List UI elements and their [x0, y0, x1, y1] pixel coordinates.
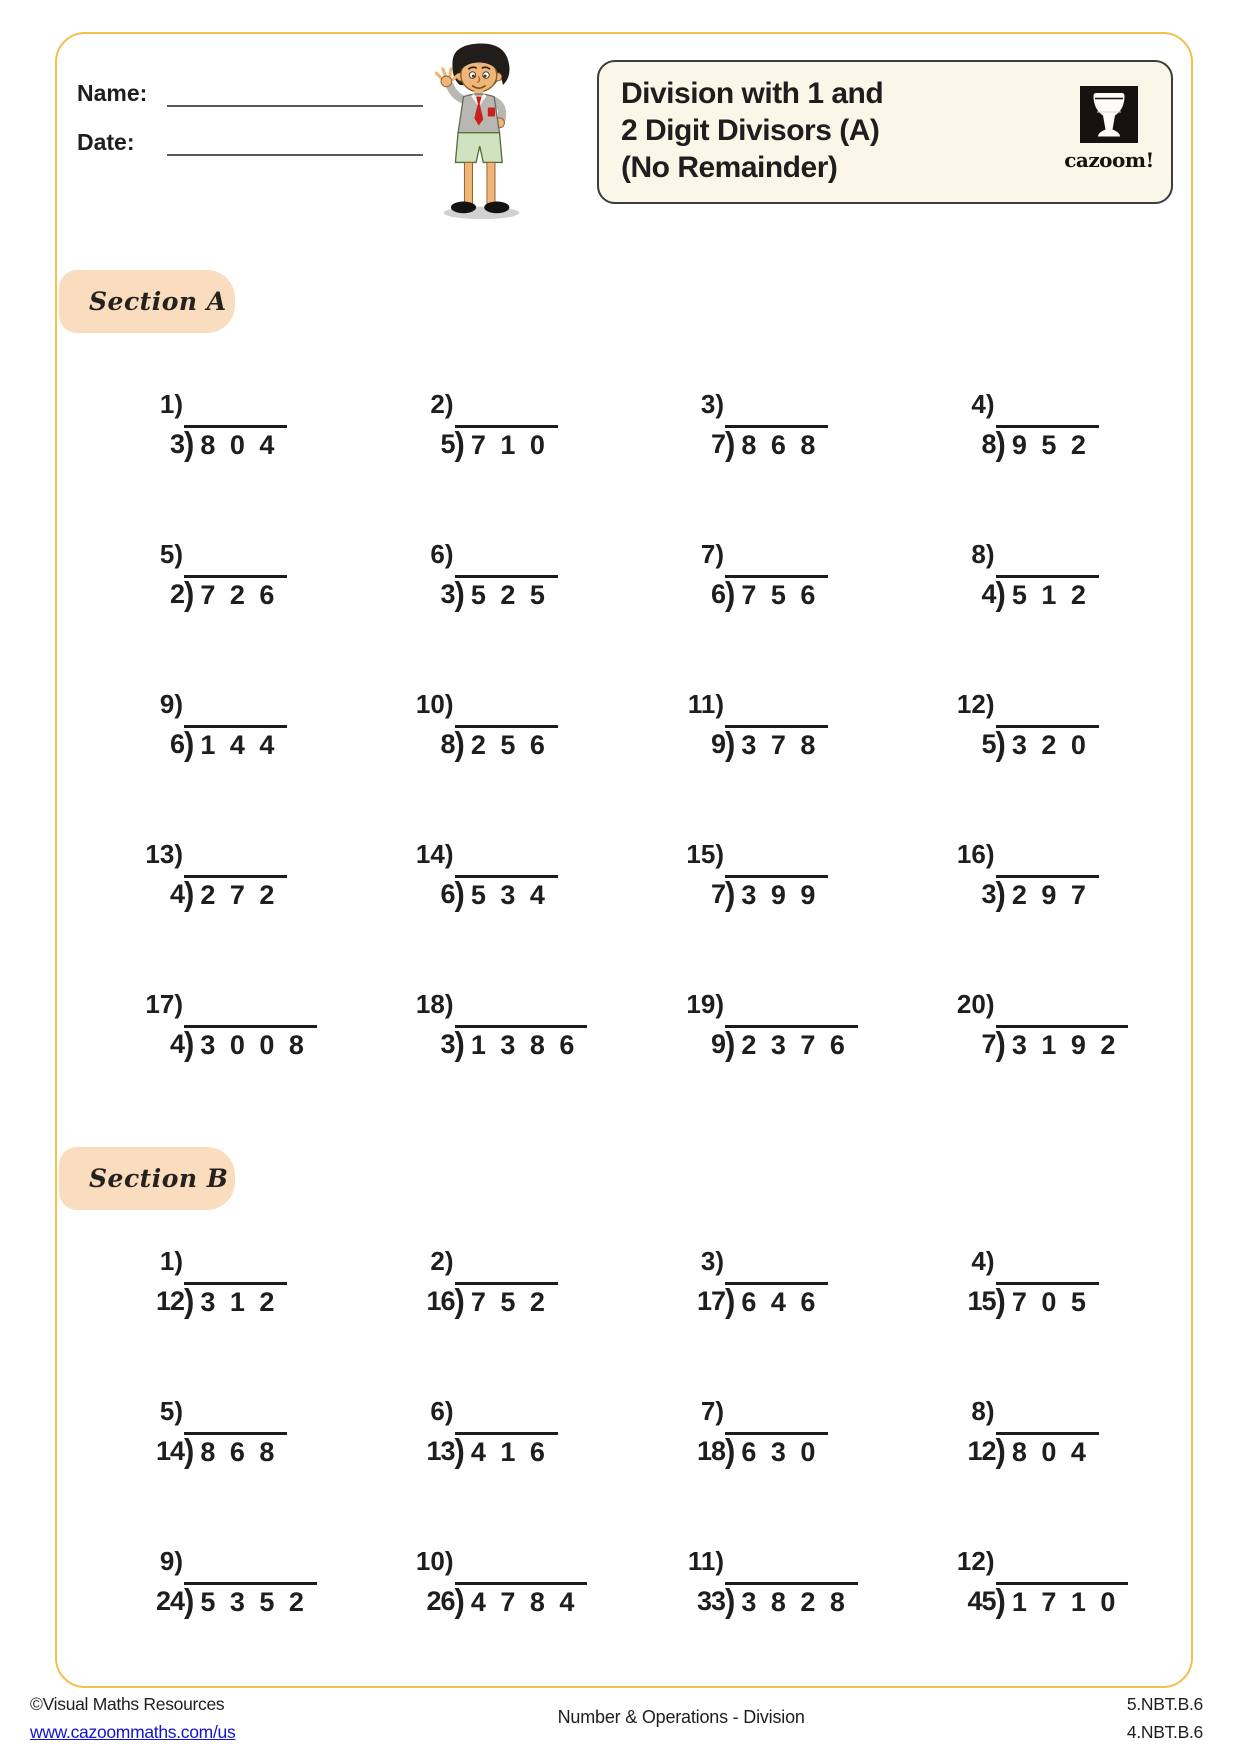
division-bracket-bar [184, 1432, 287, 1468]
division-bracket-icon: ) [184, 1581, 195, 1620]
division-problem [95, 1396, 366, 1546]
dividend-value: 2 9 7 [1011, 880, 1087, 910]
long-division-expression [682, 1432, 907, 1468]
division-bracket-icon: ) [725, 1581, 736, 1620]
problem-number: 16) [956, 839, 995, 869]
problem-number: 4) [971, 1246, 995, 1276]
division-problem [95, 539, 366, 689]
dividend-value: 2 5 6 [470, 730, 546, 760]
divisor-value: 2 [169, 579, 184, 609]
divisor-value: 12 [155, 1286, 184, 1316]
division-problem [366, 989, 637, 1139]
division-problem [636, 1396, 907, 1546]
divisor-value: 26 [426, 1586, 455, 1616]
division-bracket-icon: ) [725, 874, 736, 913]
problem-number: 10) [415, 1546, 454, 1576]
section-b-label: Section B [89, 1164, 229, 1193]
divisor-value: 14 [155, 1436, 184, 1466]
dividend-value: 1 7 1 0 [1011, 1587, 1117, 1617]
divisor-value: 4 [169, 1029, 184, 1059]
division-bracket-bar [996, 1582, 1129, 1618]
worksheet-title-line-1: Division with 1 and [621, 77, 884, 110]
problem-number: 11) [687, 689, 724, 719]
long-division-expression [682, 1582, 907, 1618]
long-division-expression [412, 1432, 637, 1468]
division-bracket-bar [725, 1282, 828, 1318]
division-bracket-bar [455, 575, 558, 611]
long-division-expression [953, 1025, 1178, 1061]
division-problem [366, 689, 637, 839]
problem-number: 1) [159, 389, 183, 419]
division-problem [636, 539, 907, 689]
long-division-expression [953, 725, 1178, 761]
problem-number: 7) [700, 1396, 724, 1426]
dividend-value: 5 2 5 [470, 580, 546, 610]
dividend-value: 6 3 0 [741, 1437, 817, 1467]
division-bracket-bar [996, 1025, 1129, 1061]
division-bracket-icon: ) [725, 1024, 736, 1063]
division-bracket-icon: ) [454, 574, 465, 613]
long-division-expression [141, 875, 366, 911]
division-bracket-bar [725, 425, 828, 461]
dividend-value: 3 8 2 8 [741, 1587, 846, 1617]
dividend-value: 3 2 0 [1011, 730, 1087, 760]
division-bracket-icon: ) [184, 724, 195, 763]
division-problem [636, 989, 907, 1139]
long-division-expression [412, 875, 637, 911]
divisor-value: 15 [967, 1286, 996, 1316]
division-bracket-bar [455, 1025, 588, 1061]
dividend-value: 2 3 7 6 [741, 1030, 846, 1060]
long-division-expression [412, 1025, 637, 1061]
dividend-value: 6 4 6 [741, 1287, 817, 1317]
division-bracket-icon: ) [995, 574, 1006, 613]
division-bracket-bar [455, 1432, 558, 1468]
cazoommaths-link[interactable]: www.cazoommaths.com/us [30, 1722, 236, 1742]
division-problem [366, 1246, 637, 1396]
division-bracket-icon: ) [184, 1431, 195, 1470]
problem-number: 4) [971, 389, 995, 419]
divisor-value: 7 [981, 1029, 996, 1059]
date-label: Date: [77, 129, 135, 155]
long-division-expression [141, 1282, 366, 1318]
division-bracket-icon: ) [995, 1431, 1006, 1470]
division-bracket-bar [184, 1582, 317, 1618]
djembe-drum-icon [1078, 86, 1140, 146]
dividend-value: 3 9 9 [741, 880, 817, 910]
dividend-value: 5 3 4 [470, 880, 546, 910]
worksheet-title-line-3: (No Remainder) [621, 151, 838, 184]
division-bracket-icon: ) [184, 874, 195, 913]
problem-number: 9) [159, 1546, 183, 1576]
division-problem [907, 689, 1178, 839]
divisor-value: 12 [967, 1436, 996, 1466]
division-problem [95, 1246, 366, 1396]
division-bracket-bar [996, 725, 1099, 761]
dividend-value: 8 0 4 [1011, 1437, 1087, 1467]
worksheet-title-line-2: 2 Digit Divisors (A) [621, 114, 880, 147]
standard-code-2: 4.NBT.B.6 [1126, 1722, 1203, 1742]
problem-number: 2) [430, 389, 454, 419]
divisor-value: 6 [440, 879, 455, 909]
problem-number: 8) [971, 1396, 995, 1426]
problem-number: 11) [687, 1546, 724, 1576]
dividend-value: 5 1 2 [1011, 580, 1087, 610]
division-bracket-bar [455, 1282, 558, 1318]
long-division-expression [412, 1282, 637, 1318]
long-division-expression [682, 875, 907, 911]
dividend-value: 5 3 5 2 [200, 1587, 305, 1617]
division-problem [636, 1546, 907, 1696]
dividend-value: 9 5 2 [1011, 430, 1087, 460]
division-problem [95, 689, 366, 839]
problem-number: 6) [430, 1396, 454, 1426]
division-bracket-bar [184, 425, 287, 461]
problem-number: 10) [415, 689, 454, 719]
section-a-header [59, 270, 235, 333]
long-division-expression [141, 1582, 366, 1618]
division-bracket-icon: ) [454, 874, 465, 913]
dividend-value: 1 3 8 6 [470, 1030, 576, 1060]
worksheet-footer [30, 1694, 1203, 1750]
division-bracket-icon: ) [454, 424, 465, 463]
division-problem [907, 839, 1178, 989]
divisor-value: 16 [426, 1286, 455, 1316]
division-bracket-icon: ) [184, 574, 195, 613]
dividend-value: 1 4 4 [200, 730, 276, 760]
division-problem [366, 1396, 637, 1546]
section-b-header [59, 1147, 235, 1210]
long-division-expression [953, 875, 1178, 911]
dividend-value: 7 0 5 [1011, 1287, 1087, 1317]
division-bracket-bar [455, 725, 558, 761]
dividend-value: 8 6 8 [741, 430, 817, 460]
division-bracket-bar [996, 425, 1099, 461]
divisor-value: 8 [440, 729, 455, 759]
divisor-value: 7 [710, 429, 725, 459]
divisor-value: 4 [981, 579, 996, 609]
division-problem [366, 389, 637, 539]
divisor-value: 8 [981, 429, 996, 459]
problem-number: 5) [159, 539, 183, 569]
division-bracket-icon: ) [454, 1024, 465, 1063]
page-border [55, 32, 1193, 1688]
long-division-expression [412, 1582, 637, 1618]
division-bracket-bar [455, 875, 558, 911]
dividend-value: 7 2 6 [200, 580, 276, 610]
division-bracket-icon: ) [454, 724, 465, 763]
division-bracket-bar [725, 725, 828, 761]
division-bracket-icon: ) [725, 1431, 736, 1470]
standard-code-1: 5.NBT.B.6 [1126, 1694, 1203, 1714]
problem-number: 12) [956, 1546, 995, 1576]
problem-number: 15) [686, 839, 724, 869]
division-bracket-bar [725, 875, 828, 911]
problem-number: 5) [159, 1396, 183, 1426]
division-bracket-icon: ) [184, 1024, 195, 1063]
section-a-problem-grid [57, 389, 1191, 1139]
division-bracket-icon: ) [995, 724, 1006, 763]
dividend-value: 7 1 0 [470, 430, 546, 460]
division-problem [95, 989, 366, 1139]
divisor-value: 33 [696, 1586, 725, 1616]
problem-number: 19) [686, 989, 724, 1019]
divisor-value: 3 [440, 1029, 455, 1059]
long-division-expression [953, 425, 1178, 461]
division-bracket-bar [184, 575, 287, 611]
worksheet-title-box [597, 60, 1173, 204]
section-b-problem-grid [57, 1246, 1191, 1696]
division-problem [366, 539, 637, 689]
footer-attribution [30, 1694, 235, 1743]
divisor-value: 3 [981, 879, 996, 909]
dividend-value: 7 5 2 [470, 1287, 546, 1317]
division-bracket-bar [725, 1432, 828, 1468]
division-bracket-icon: ) [995, 1024, 1006, 1063]
division-problem [907, 539, 1178, 689]
copyright-text: ©Visual Maths Resources [30, 1694, 225, 1714]
long-division-expression [141, 1025, 366, 1061]
division-problem [636, 839, 907, 989]
name-write-line [167, 83, 423, 107]
division-bracket-bar [996, 1432, 1099, 1468]
cazoom-logo-text: cazoom! [1064, 148, 1154, 172]
division-bracket-icon: ) [454, 1581, 465, 1620]
long-division-expression [953, 1282, 1178, 1318]
divisor-value: 6 [710, 579, 725, 609]
divisor-value: 9 [710, 1029, 725, 1059]
name-label: Name: [77, 80, 148, 106]
dividend-value: 8 0 4 [200, 430, 276, 460]
divisor-value: 18 [696, 1436, 725, 1466]
long-division-expression [141, 725, 366, 761]
dividend-value: 3 0 0 8 [200, 1030, 305, 1060]
long-division-expression [412, 725, 637, 761]
problem-number: 1) [159, 1246, 183, 1276]
problem-number: 13) [145, 839, 183, 869]
divisor-value: 4 [169, 879, 184, 909]
division-bracket-icon: ) [184, 424, 195, 463]
problem-number: 9) [159, 689, 183, 719]
division-bracket-icon: ) [995, 1281, 1006, 1320]
dividend-value: 4 1 6 [470, 1437, 546, 1467]
division-problem [366, 1546, 637, 1696]
dividend-value: 7 5 6 [741, 580, 817, 610]
dividend-value: 3 7 8 [741, 730, 817, 760]
footer-standards [1127, 1694, 1203, 1750]
long-division-expression [682, 425, 907, 461]
long-division-expression [141, 1432, 366, 1468]
division-bracket-bar [725, 1025, 858, 1061]
cartoon-boy-illustration [427, 40, 527, 220]
problem-number: 3) [700, 389, 724, 419]
problem-number: 6) [430, 539, 454, 569]
division-problem [907, 1246, 1178, 1396]
division-problem [95, 389, 366, 539]
problem-number: 18) [415, 989, 454, 1019]
problem-number: 20) [956, 989, 995, 1019]
division-bracket-icon: ) [995, 424, 1006, 463]
problem-number: 2) [430, 1246, 454, 1276]
dividend-value: 2 7 2 [200, 880, 276, 910]
problem-number: 3) [700, 1246, 724, 1276]
division-problem [636, 389, 907, 539]
divisor-value: 3 [169, 429, 184, 459]
division-problem [907, 389, 1178, 539]
division-bracket-icon: ) [725, 724, 736, 763]
cazoom-logo [1063, 86, 1155, 172]
division-bracket-bar [455, 425, 558, 461]
division-bracket-bar [996, 575, 1099, 611]
worksheet-header [57, 34, 1191, 234]
divisor-value: 5 [981, 729, 996, 759]
name-field [77, 80, 423, 107]
problem-number: 8) [971, 539, 995, 569]
division-problem [95, 1546, 366, 1696]
problem-number: 7) [700, 539, 724, 569]
division-bracket-icon: ) [995, 1581, 1006, 1620]
long-division-expression [682, 725, 907, 761]
division-bracket-icon: ) [454, 1431, 465, 1470]
divisor-value: 6 [169, 729, 184, 759]
division-bracket-bar [184, 1025, 317, 1061]
division-bracket-bar [455, 1582, 588, 1618]
long-division-expression [953, 1432, 1178, 1468]
divisor-value: 3 [440, 579, 455, 609]
division-bracket-icon: ) [725, 424, 736, 463]
long-division-expression [141, 425, 366, 461]
footer-topic-text: Number & Operations - Division [557, 1707, 805, 1727]
division-bracket-icon: ) [184, 1281, 195, 1320]
name-date-block [77, 80, 423, 178]
divisor-value: 7 [710, 879, 725, 909]
divisor-value: 45 [967, 1586, 996, 1616]
dividend-value: 4 7 8 4 [470, 1587, 576, 1617]
divisor-value: 17 [696, 1286, 725, 1316]
problem-number: 17) [145, 989, 183, 1019]
long-division-expression [953, 575, 1178, 611]
long-division-expression [682, 1282, 907, 1318]
long-division-expression [412, 575, 637, 611]
division-bracket-bar [725, 575, 828, 611]
problem-number: 14) [415, 839, 454, 869]
long-division-expression [682, 1025, 907, 1061]
division-problem [907, 1396, 1178, 1546]
section-a-label: Section A [89, 287, 227, 316]
division-bracket-bar [184, 875, 287, 911]
dividend-value: 8 6 8 [200, 1437, 276, 1467]
division-problem [366, 839, 637, 989]
division-bracket-bar [184, 1282, 287, 1318]
division-bracket-icon: ) [725, 574, 736, 613]
division-bracket-bar [725, 1582, 858, 1618]
division-problem [636, 1246, 907, 1396]
division-bracket-bar [996, 875, 1099, 911]
long-division-expression [953, 1582, 1178, 1618]
division-bracket-bar [996, 1282, 1099, 1318]
division-problem [636, 689, 907, 839]
division-bracket-icon: ) [725, 1281, 736, 1320]
division-problem [95, 839, 366, 989]
divisor-value: 5 [440, 429, 455, 459]
dividend-value: 3 1 2 [200, 1287, 276, 1317]
divisor-value: 13 [426, 1436, 455, 1466]
division-bracket-bar [184, 725, 287, 761]
division-problem [907, 989, 1178, 1139]
dividend-value: 3 1 9 2 [1011, 1030, 1117, 1060]
division-problem [907, 1546, 1178, 1696]
problem-number: 12) [956, 689, 995, 719]
date-field [77, 129, 423, 156]
date-write-line [167, 132, 423, 156]
long-division-expression [682, 575, 907, 611]
division-bracket-icon: ) [995, 874, 1006, 913]
long-division-expression [141, 575, 366, 611]
divisor-value: 24 [155, 1586, 184, 1616]
divisor-value: 9 [710, 729, 725, 759]
long-division-expression [412, 425, 637, 461]
division-bracket-icon: ) [454, 1281, 465, 1320]
